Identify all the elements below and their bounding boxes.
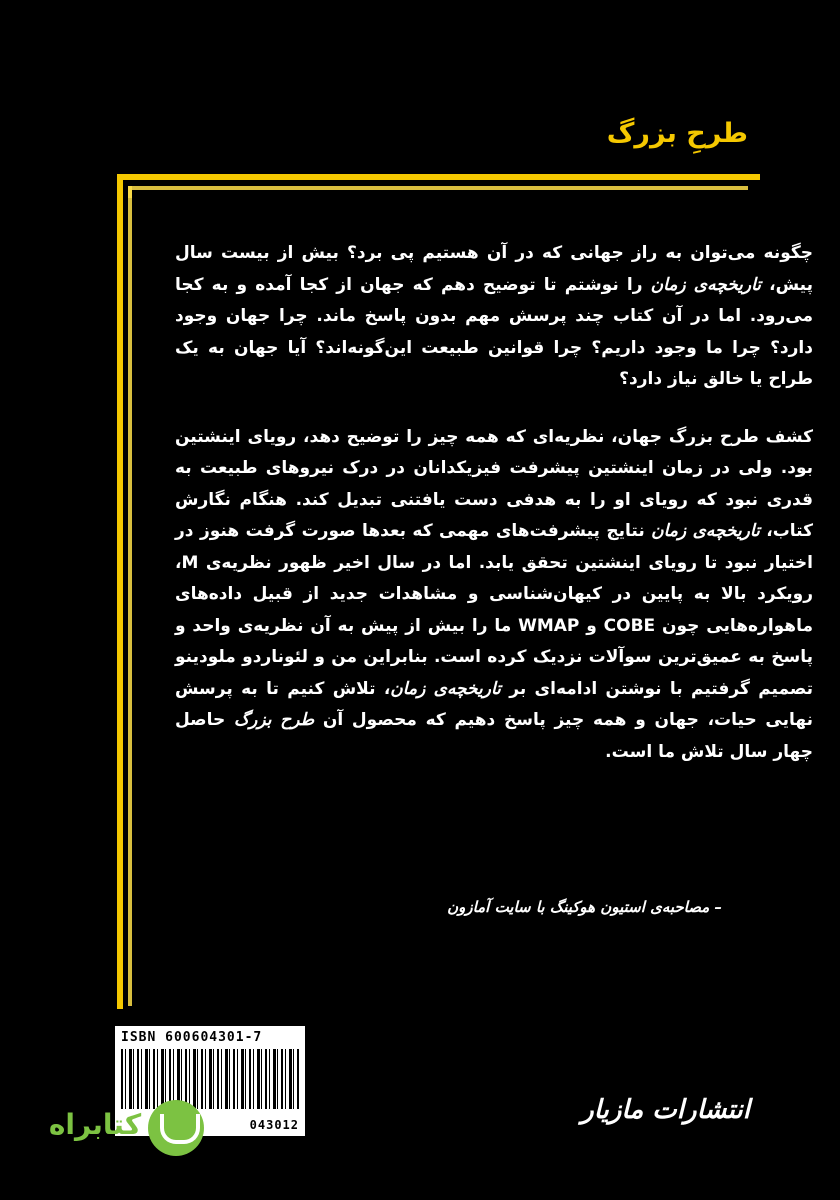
ketabrah-logo bbox=[40, 1100, 210, 1160]
p2-part-3: ، تلاش کنیم تا به پرسش نهایی حیات، جهان و همه چیز پاسخ دهیم که محصول آن bbox=[175, 678, 813, 730]
book-title: طرحِ بزرگ bbox=[606, 118, 748, 149]
logo-text: کتابراه bbox=[48, 1108, 142, 1141]
barcode-number: 043012 bbox=[249, 1118, 299, 1132]
isbn-text: ISBN 600604301-7 bbox=[121, 1030, 263, 1045]
p1-text-after: را نوشتم تا توضیح دهم که جهان از کجا آمده و به کجا می‌رود. اما در آن کتاب چند پرسش مهم بدون پاسخ ماند. چرا جهان وجود دارد؟ چرا ما وجود داریم؟ چرا قوانین طبیعت این‌گونه‌اند؟ آیا جهان به یک طراح یا خالق نیاز دارد؟ bbox=[175, 274, 813, 389]
frame-left-inner-bar bbox=[128, 186, 138, 1006]
p2-book-title-3: طرح بزرگ bbox=[233, 710, 315, 730]
p1-book-title: تاریخچه‌ی زمان bbox=[650, 274, 762, 295]
blurb bbox=[175, 238, 813, 794]
p2-part-4: حاصل چهار سال تلاش ما است. bbox=[175, 710, 813, 762]
paragraph-1 bbox=[175, 238, 813, 396]
attribution: – مصاحبه‌ی استیون هوکینگ با سایت آمازون bbox=[447, 898, 722, 916]
frame-top-inner-bar bbox=[128, 186, 748, 198]
paragraph-2 bbox=[175, 422, 813, 769]
p2-book-title-2: تاریخچه‌ی زمان bbox=[390, 678, 501, 699]
p2-book-title-1: تاریخچه‌ی زمان bbox=[651, 521, 760, 541]
p1-text-before: چگونه می‌توان به راز جهانی که در آن هستیم پی برد؟ بیش از بیست سال پیش، bbox=[175, 243, 813, 295]
p2-part-1: کشف طرح بزرگ جهان، نظریه‌ای که همه چیز را توضیح دهد، رویای اینشتین بود. ولی در زمان اینشتین پیشرفت فیزیکدانان در درک نیروهای طبیعت به قدری نبود که رویای او را به هدفی دست یافتنی تبدیل کند. هنگام نگارش کتاب، bbox=[175, 426, 814, 541]
book-icon bbox=[148, 1100, 204, 1156]
publisher-name: انتشارات مازیار bbox=[581, 1095, 750, 1125]
p2-part-2: نتایج پیشرفت‌های مهمی که بعدها صورت گرفت هنوز در اختیار نبود تا رویای اینشتین تحقق یابد. اما در سال اخیر ظهور نظریه‌ی M، رویکرد بالا به پایین در کیهان‌شناسی و مشاهدات جدید از قبیل داده‌های ماهواره‌هایی چون COBE و WMAP ما را بیش از پیش به آن نظریه‌ی واحد و پاسخ به عمیق‌ترین سوآلات نزدیک کرده است. بنابراین من و لئوناردو ملودینو تصمیم گرفتیم با نوشتن ادامه‌ای بر bbox=[175, 521, 814, 699]
